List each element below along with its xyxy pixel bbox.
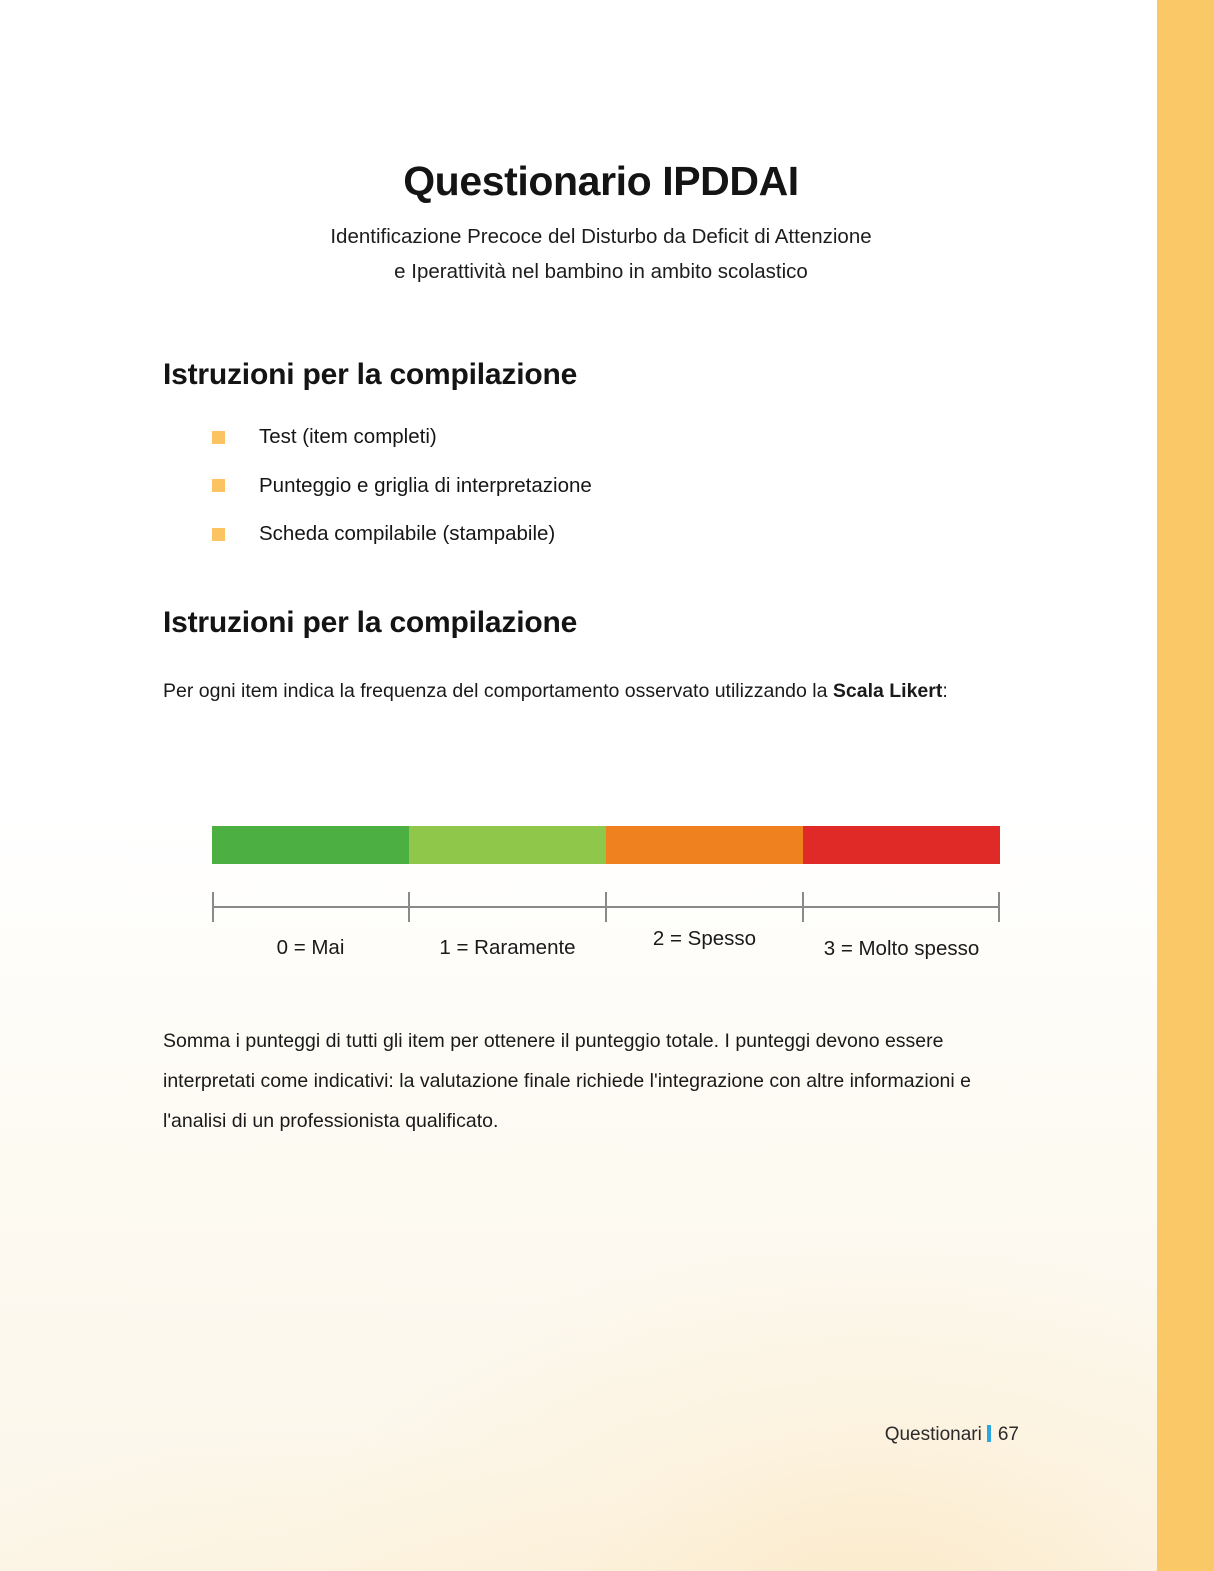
scale-label-0: 0 = Mai: [276, 936, 345, 959]
axis-tick-0: [212, 892, 214, 922]
likert-scale-labels: [212, 927, 1000, 970]
scale-segment-3: [803, 826, 1000, 864]
axis-tick-1: [408, 892, 410, 922]
scale-segment-1: [409, 826, 606, 864]
list-item: [212, 521, 592, 548]
instructions-section-heading: Istruzioni per la compilazione: [163, 606, 578, 639]
scale-label-1: 1 = Raramente: [439, 936, 576, 959]
scale-segment-0: [212, 826, 409, 864]
footer-separator-icon: [987, 1425, 991, 1442]
document-title-block: [163, 158, 1039, 290]
page-footer: [163, 1424, 1019, 1446]
scale-label-3: 3 = Molto spesso: [823, 937, 980, 960]
square-bullet-icon: [212, 431, 225, 444]
axis-tick-3: [802, 892, 804, 922]
subtitle-line-1: Identificazione Precoce del Disturbo da Deficit di Attenzione: [330, 225, 872, 249]
instructions-summary-paragraph: Somma i punteggi di tutti gli item per ottenere il punteggio totale. I punteggi devono essere interpretati come indicativi: la valutazione finale richiede l'integrazione con altre informazioni e l'analisi di un professionista qualificato.: [163, 1030, 971, 1132]
footer-page-number: 67: [997, 1424, 1019, 1445]
intro-text-bold: Scala Likert: [832, 680, 943, 702]
list-item: [212, 473, 592, 500]
instructions-intro-paragraph: [163, 672, 1019, 712]
square-bullet-icon: [212, 528, 225, 541]
list-item: [212, 424, 592, 451]
intro-text-after: :: [942, 680, 948, 702]
document-subtitle: [163, 219, 1039, 290]
subtitle-line-2: e Iperattività nel bambino in ambito scolastico: [394, 260, 808, 284]
footer-label: Questionari: [884, 1424, 982, 1445]
axis-tick-4: [998, 892, 1000, 922]
page-title: Questionario IPDDAI: [403, 158, 799, 204]
contents-list: [212, 424, 592, 570]
scale-label-2: 2 = Spesso: [652, 927, 757, 950]
intro-text-before: Per ogni item indica la frequenza del comportamento osservato utilizzando la: [163, 680, 833, 702]
list-item-label: Punteggio e griglia di interpretazione: [259, 473, 592, 497]
axis-tick-2: [605, 892, 607, 922]
contents-section-heading: Istruzioni per la compilazione: [163, 358, 578, 391]
list-item-label: Scheda compilabile (stampabile): [259, 522, 556, 546]
likert-scale-figure: [212, 826, 1000, 970]
likert-scale-bar: [212, 826, 1000, 864]
right-edge-band: [1157, 0, 1214, 1571]
scale-segment-2: [606, 826, 803, 864]
square-bullet-icon: [212, 479, 225, 492]
list-item-label: Test (item completi): [259, 425, 437, 448]
